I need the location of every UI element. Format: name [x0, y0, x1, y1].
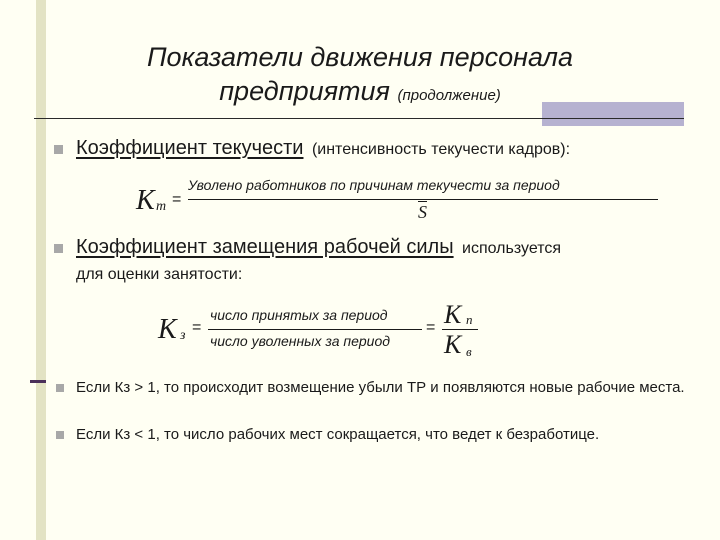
formula-k-symbol: К	[158, 314, 177, 345]
formula-k-subscript: т	[156, 199, 167, 214]
title-line-2	[40, 74, 680, 113]
turnover-formula	[136, 175, 676, 225]
formula-numerator: число принятых за период	[210, 307, 388, 323]
formula-kp-symbol: К	[444, 300, 462, 329]
bullet-square	[54, 244, 63, 253]
title-subtitle: (продолжение)	[397, 87, 501, 104]
bullet-square	[54, 145, 63, 154]
note-greater: Если Кз > 1, то происходит возмещение убыли ТР и появляются новые рабочие места.	[76, 379, 685, 396]
fraction-bar	[208, 329, 422, 330]
replacement-line-2: для оценки занятости:	[76, 266, 243, 283]
formula-denominator: число уволенных за период	[210, 333, 390, 349]
bullet-square	[56, 384, 64, 392]
formula-k-symbol: К	[136, 185, 155, 216]
decor-accent-tick	[30, 380, 46, 383]
formula-numerator: Уволено работников по причинам текучести за период	[188, 177, 560, 193]
replacement-term: Коэффициент замещения рабочей силы	[76, 236, 454, 258]
bullet-replacement	[76, 236, 561, 259]
title-line-1: Показатели движения персонала	[146, 42, 573, 72]
formula-equals: =	[172, 191, 182, 208]
replacement-formula	[158, 302, 488, 362]
formula-kp-subscript: п	[466, 312, 473, 327]
title-divider	[34, 118, 684, 119]
turnover-term: Коэффициент текучести	[76, 137, 304, 159]
turnover-note: (интенсивность текучести кадров):	[311, 141, 571, 158]
formula-equals: =	[426, 319, 436, 336]
formula-kv-symbol: К	[444, 330, 462, 359]
title-line-2-main: предприятия	[219, 76, 390, 106]
slide-title	[40, 40, 680, 113]
fraction-bar	[188, 199, 658, 200]
replacement-rest: используется	[462, 240, 562, 257]
bullet-turnover	[76, 137, 570, 160]
formula-equals: =	[192, 319, 202, 336]
formula-denominator: $\overline{S}$	[418, 202, 427, 222]
note-less: Если Кз < 1, то число рабочих мест сокращается, что ведет к безработице.	[76, 426, 600, 443]
formula-k-subscript: з	[180, 328, 186, 343]
bullet-square	[56, 431, 64, 439]
formula-kv-subscript: в	[466, 344, 472, 359]
